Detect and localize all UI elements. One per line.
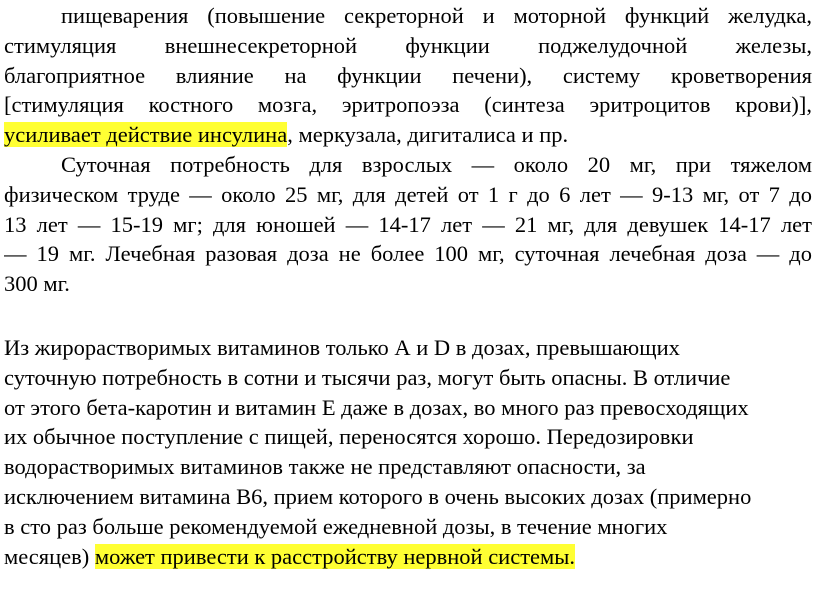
paragraph-2-line-2: физическом труде — около 25 мг, для детей от 1 г до 6 лет — 9-13 мг, от 7 до (4, 181, 812, 207)
paragraph-3-line-6: исключением витамина В6, прием которого в очень высоких дозах (примерно (4, 483, 752, 509)
paragraph-1-line-5 (4, 120, 812, 150)
paragraph-1-line-1: пищеварения (повышение секреторной и моторной функций желудка, (61, 3, 812, 28)
paragraph-1-line-2: стимуляция внешнесекреторной функции поджелудочной железы, (4, 32, 812, 58)
paragraph-3-line-3: от этого бета-каротин и витамин Е даже в дозах, во много раз превосходящих (4, 394, 749, 420)
paragraph-3-line-7: в сто раз больше рекомендуемой ежедневной дозы, в течение многих (4, 513, 668, 539)
paragraph-2-line-5: 300 мг. (4, 271, 70, 297)
paragraph-2-line-4: — 19 мг. Лечебная разовая доза не более 100 мг, суточная лечебная доза — до (4, 241, 812, 267)
paragraph-1-line-4: [стимуляция костного мозга, эритропоэза (синтеза эритроцитов крови)], (4, 92, 812, 118)
paragraph-3-line-2: суточную потребность в сотни и тысячи раз, могут быть опасны. В отличие (4, 364, 731, 390)
paragraph-3-line-4: их обычное поступление с пищей, переносятся хорошо. Передозировки (4, 424, 694, 450)
paragraph-1-line-3: благоприятное влияние на функции печени), систему кроветворения (4, 62, 812, 88)
highlighted-phrase-nervous-system: может привести к расстройству нервной системы. (94, 543, 576, 569)
paragraph-2-line-3: 13 лет — 15-19 мг; для юношей — 14-17 лет — 21 мг, для девушек 14-17 лет (4, 211, 812, 237)
text-block-lower (4, 333, 812, 571)
paragraph-1-line-5-rest: , меркузала, дигиталиса и пр. (287, 122, 569, 148)
highlighted-phrase-insulin: усиливает действие инсулина (4, 122, 288, 148)
paragraph-2-line-1: Суточная потребность для взрослых — около 20 мг, при тяжелом (61, 151, 812, 177)
paragraph-3-line-8-start: месяцев) (4, 543, 95, 569)
paragraph-3-line-1: Из жирорастворимых витаминов только А и D в дозах, превышающих (4, 335, 680, 360)
paragraph-3-line-5: водорастворимых витаминов также не представляют опасности, за (4, 454, 646, 480)
text-block-upper (4, 1, 812, 299)
paragraph-3-line-8 (4, 542, 812, 572)
